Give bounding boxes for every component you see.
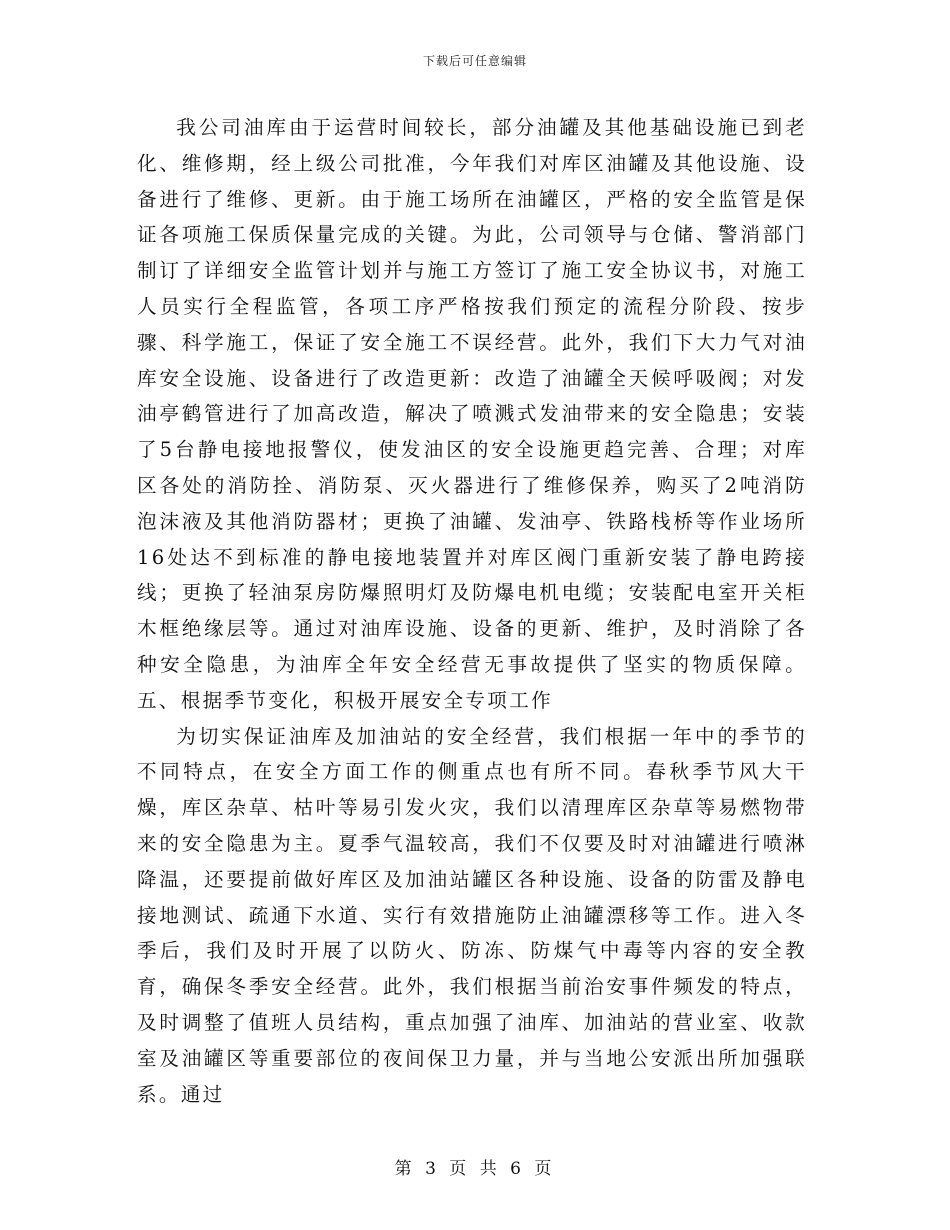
page-number: 第 3 页 共 6 页 xyxy=(394,1159,556,1179)
paragraph-1: 我公司油库由于运营时间较长，部分油罐及其他基础设施已到老化、维修期，经上级公司批准，今年我们对库区油罐及其他设施、设备进行了维修、更新。由于施工场所在油罐区，严格的安全监管是保证各项施工保质保量完成的关键。为此，公司领导与仓储、警消部门制订了详细安全监管计划并与施工方签订了施工安全协议书，对施工人员实行全程监管，各项工序严格按我们预定的流程分阶段、按步骤、科学施工，保证了安全施工不误经营。此外，我们下大力气对油库安全设施、设备进行了改造更新：改造了油罐全天候呼吸阀；对发油亭鹤管进行了加高改造，解决了喷溅式发油带来的安全隐患；安装了5台静电接地报警仪，使发油区的安全设施更趋完善、合理；对库区各处的消防拴、消防泵、灭火器进行了维修保养，购买了2吨消防泡沫液及其他消防器材；更换了油罐、发油亭、铁路栈桥等作业场所16处达不到标准的静电接地装置并对库区阀门重新安装了静电跨接线；更换了轻油泵房防爆照明灯及防爆电机电缆；安装配电室开关柜木框绝缘层等。通过对油库设施、设备的更新、维护，及时消除了各种安全隐患，为油库全年安全经营无事故提供了坚实的物质保障。五、根据季节变化，积极开展安全专项工作 xyxy=(137,116,807,712)
page-header-note: 下载后可任意编辑 xyxy=(422,54,527,68)
document-body xyxy=(137,110,807,1112)
paragraph-2: 为切实保证油库及加油站的安全经营，我们根据一年中的季节的不同特点，在安全方面工作的侧重点也有所不同。春秋季节风大干燥，库区杂草、枯叶等易引发火灾，我们以清理库区杂草等易燃物带来的安全隐患为主。夏季气温较高，我们不仅要及时对油罐进行喷淋降温，还要提前做好库区及加油站罐区各种设施、设备的防雷及静电接地测试、疏通下水道、实行有效措施防止油罐漂移等工作。进入冬季后，我们及时开展了以防火、防冻、防煤气中毒等内容的安全教育，确保冬季安全经营。此外，我们根据当前治安事件频发的特点，及时调整了值班人员结构，重点加强了油库、加油站的营业室、收款室及油罐区等重要部位的夜间保卫力量，并与当地公安派出所加强联系。通过 xyxy=(137,724,807,1106)
